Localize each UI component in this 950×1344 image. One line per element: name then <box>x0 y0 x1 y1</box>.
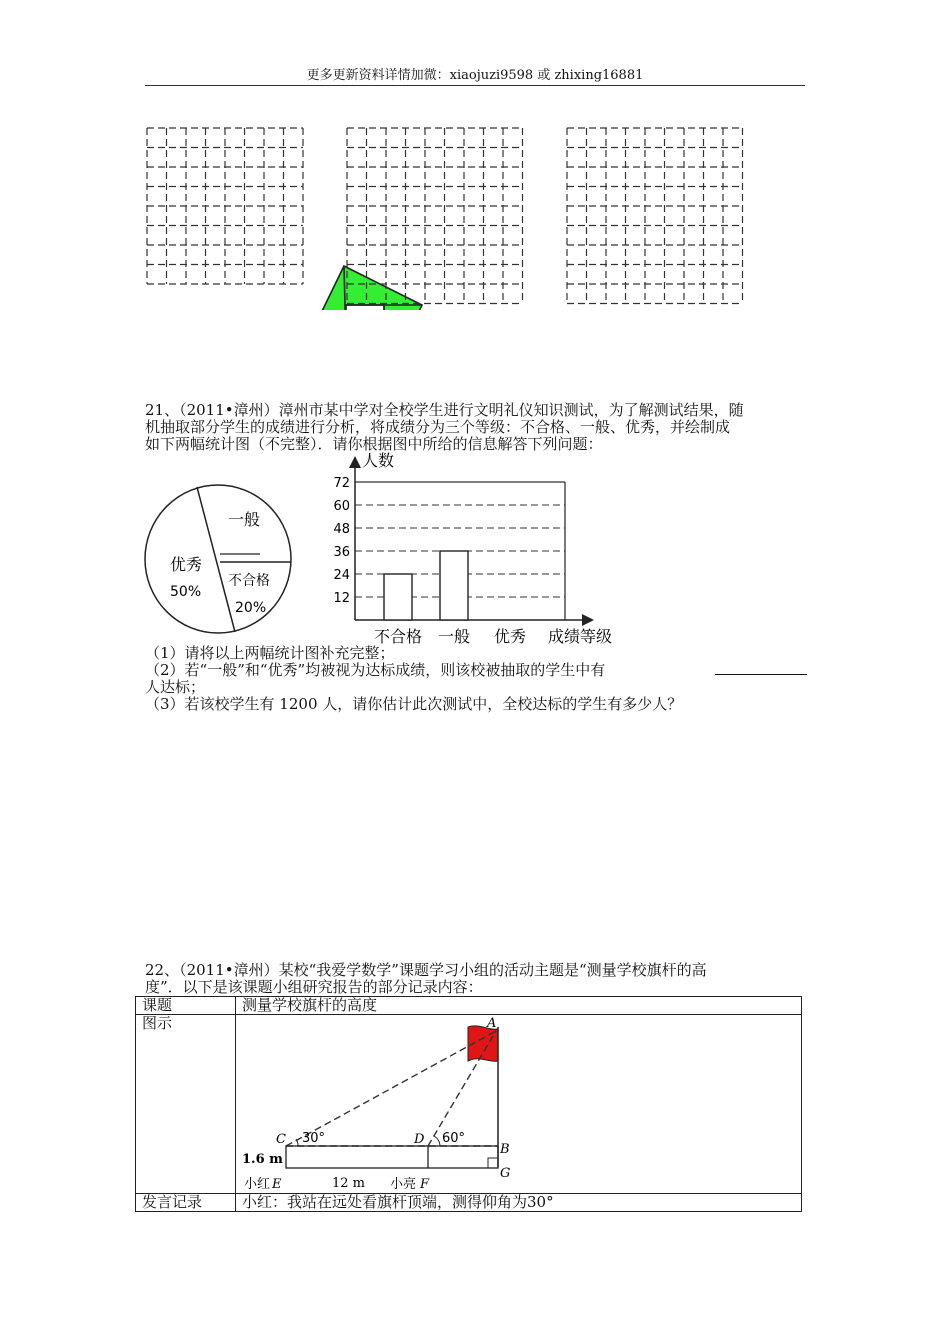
q21-questions <box>145 645 807 713</box>
angle-60: 60° <box>442 1131 466 1146</box>
angle-30: 30° <box>302 1131 326 1146</box>
y-tick-label: 24 <box>333 568 350 583</box>
label-a: A <box>487 1016 497 1031</box>
y-tick-label: 72 <box>333 476 350 491</box>
figure-key: 图示 <box>136 1015 236 1194</box>
label-c: C <box>276 1132 286 1147</box>
q21-line-2: 机抽取部分学生的成绩进行分析，将成绩分为三个等级：不合格、一般、优秀，并绘制成 <box>145 418 731 436</box>
xiaohong-label: 小红 <box>244 1177 271 1189</box>
label-b: B <box>500 1142 510 1157</box>
sight-line-d <box>428 1031 496 1146</box>
y-tick-label: 36 <box>333 545 350 560</box>
grid-3 <box>567 128 743 304</box>
bar-chart <box>320 450 630 650</box>
grid-1 <box>147 128 303 284</box>
record-table <box>135 996 802 1212</box>
record-key: 发言记录 <box>136 1194 236 1212</box>
table-row <box>136 1194 802 1212</box>
pie-outline <box>145 485 291 633</box>
bar-0 <box>384 574 412 620</box>
figure-cell <box>236 1015 802 1194</box>
label-g: G <box>500 1166 511 1181</box>
y-tick-label: 60 <box>333 499 350 514</box>
x-tick-label: 不合格 <box>373 627 423 646</box>
y-tick-labels <box>333 476 350 606</box>
x-tick-label: 一般 <box>437 627 471 646</box>
label-e: E <box>272 1177 282 1189</box>
label-f: F <box>420 1177 430 1189</box>
y-tick-label: 12 <box>333 591 350 606</box>
bar-1 <box>440 551 468 620</box>
q22-line-2: 度”．以下是该课题小组研究报告的部分记录内容： <box>145 978 483 996</box>
q21-sub2-end: 人达标； <box>145 678 206 696</box>
q21-line-1: 21、（2011•漳州）漳州市某中学对全校学生进行文明礼仪知识测试，为了解测试结果，随 <box>145 401 744 419</box>
pie-label-fail-pct: 20% <box>235 600 267 616</box>
q21-intro <box>145 402 807 453</box>
table-row <box>136 1015 802 1194</box>
topic-value: 测量学校旗杆的高度 <box>236 997 802 1015</box>
pie-label-excellent-pct: 50% <box>170 584 202 600</box>
xiaoliang-label: 小亮 <box>390 1177 417 1189</box>
x-tick-labels <box>374 627 526 646</box>
pie-label-excellent: 优秀 <box>170 555 203 574</box>
right-angle-mark <box>488 1158 498 1168</box>
sight-line-c <box>286 1031 496 1146</box>
ground-rect <box>286 1146 498 1168</box>
q21-sub3: （3）若该校学生有 1200 人，请你估计此次测试中，全校达标的学生有多少人？ <box>145 695 683 713</box>
header-rule <box>145 85 805 86</box>
pie-chart <box>140 482 300 642</box>
grid-2 <box>347 128 523 304</box>
y-axis-label: 人数 <box>362 451 395 470</box>
y-tick-label: 48 <box>333 522 350 537</box>
height-label: 1.6 m <box>242 1152 283 1167</box>
q22-line-1: 22、（2011•漳州）某校“我爱学数学”课题学习小组的活动主题是“测量学校旗杆的高 <box>145 961 707 979</box>
bars <box>384 551 468 620</box>
distance-label: 12 m <box>332 1176 366 1189</box>
x-tick-label: 优秀 <box>493 627 527 646</box>
pie-label-general: 一般 <box>228 510 261 529</box>
q21-sub1: （1）请将以上两幅统计图补充完整； <box>145 644 395 662</box>
grid-figures <box>140 120 760 310</box>
x-axis-label: 成绩等级 <box>548 627 613 646</box>
q21-line-3: 如下两幅统计图（不完整）．请你根据图中所给的信息解答下列问题： <box>145 435 603 453</box>
flagpole-figure <box>236 1015 801 1189</box>
page-header: 更多更新资料详情加微：xiaojuzi9598 或 zhixing16881 <box>306 68 644 83</box>
topic-key: 课题 <box>136 997 236 1015</box>
q21-sub2-text: （2）若“一般”和“优秀”均被视为达标成绩，则该校被抽取的学生中有 <box>145 661 606 679</box>
label-d: D <box>414 1132 425 1147</box>
answer-blank[interactable] <box>715 662 807 675</box>
q22-intro <box>145 962 807 996</box>
angle-arc-d <box>434 1136 440 1146</box>
table-row <box>136 997 802 1015</box>
pie-label-fail: 不合格 <box>228 573 270 589</box>
q21-sub2 <box>145 662 807 679</box>
record-value: 小红：我站在远处看旗杆顶端，测得仰角为30° <box>236 1194 802 1212</box>
